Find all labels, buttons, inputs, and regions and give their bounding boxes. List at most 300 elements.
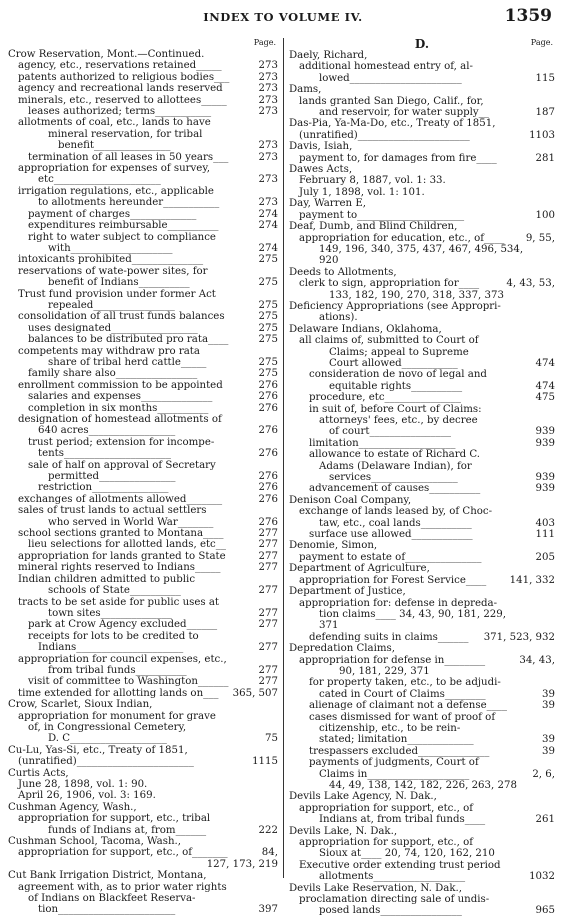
entry-page-ref: 939 — [535, 483, 555, 495]
entry-text: with____________________ — [48, 242, 173, 254]
entry-text: minerals, etc., reserved to allottees_____ — [18, 94, 227, 106]
index-entry — [289, 575, 555, 586]
entry-page-ref: 965 — [535, 905, 555, 917]
entry-text: town sites______________ — [48, 607, 172, 619]
entry-text: restriction_______________ — [38, 482, 169, 494]
index-entry — [8, 597, 278, 608]
entry-page-ref: 9, 55, — [525, 232, 555, 244]
entry-text: equitable rights__________ — [329, 380, 463, 392]
entry-text: park at Crow Agency excluded______ — [28, 619, 218, 631]
index-entry — [8, 756, 278, 767]
entry-text: sale of half on approval of Secretary — [28, 459, 216, 471]
entry-text: procedure, etc_______________ — [309, 392, 461, 404]
index-entry — [289, 438, 555, 449]
index-entry — [289, 244, 555, 267]
entry-text: citizenship, etc., to be rein- — [319, 722, 461, 734]
entry-text: Deaf, Dumb, and Blind Children, — [289, 221, 458, 233]
index-entry — [289, 278, 555, 289]
index-entry — [8, 437, 278, 448]
entry-page-ref: 939 — [535, 437, 555, 449]
index-entry — [289, 529, 555, 540]
entry-page-ref: 277 — [258, 585, 278, 597]
index-entry — [289, 643, 555, 654]
index-entry — [289, 221, 555, 232]
entry-text: payments of judgments, Court of — [309, 757, 479, 769]
entry-page-ref: 277 — [258, 664, 278, 676]
entry-page-ref: 276 — [258, 425, 278, 437]
index-entry — [289, 415, 555, 426]
entry-text: appropriation for defense in________ — [299, 654, 486, 666]
entry-page-ref: 34, 43, — [519, 654, 555, 666]
entry-text: April 26, 1906, vol. 3: 169. — [18, 790, 156, 802]
left-column — [8, 38, 278, 916]
entry-text: allotments of coal, etc., lands to have — [18, 117, 211, 129]
index-entry — [289, 905, 555, 916]
entry-text: Cushman Agency, Wash., — [8, 801, 137, 813]
entry-text: Dams, — [289, 84, 322, 96]
index-entry — [8, 277, 278, 288]
index-entry — [289, 187, 555, 198]
entry-text: funds of Indians at, from______ — [48, 824, 207, 836]
entry-text: Devils Lake Agency, N. Dak., — [289, 791, 437, 803]
index-entry — [289, 598, 555, 609]
entry-page-ref: 100 — [535, 209, 555, 221]
index-entry — [8, 471, 278, 482]
entry-text: appropriation for: defense in depreda- — [299, 597, 498, 609]
entry-page-ref: 277 — [258, 642, 278, 654]
index-entry — [8, 619, 278, 630]
entry-text: repealed________________ — [48, 299, 175, 311]
entry-page-ref: 274 — [258, 242, 278, 254]
entry-text: 44, 49, 138, 142, 182, 226, 263, 278 — [329, 780, 517, 791]
entry-text: Claims in____________________ — [319, 768, 470, 780]
entry-text: agency, etc., reservations retained_____ — [18, 60, 222, 72]
index-entry — [8, 243, 278, 254]
entry-text: sales of trust lands to actual settlers — [18, 505, 207, 517]
entry-text: Dawes Acts, — [289, 164, 353, 176]
entry-text: Delaware Indians, Oklahoma, — [289, 323, 442, 335]
entry-page-ref: 275 — [258, 368, 278, 380]
entry-text: Davis, Isiah, — [289, 141, 353, 153]
entry-page-ref: 397 — [258, 904, 278, 916]
index-entry — [8, 83, 278, 94]
entry-page-ref: 365, 507 — [232, 687, 278, 699]
index-entry — [289, 130, 555, 141]
entry-text: February 8, 1887, vol. 1: 33. — [299, 175, 446, 187]
index-entry — [289, 769, 555, 780]
entry-page-ref: 275 — [258, 311, 278, 323]
index-entry — [289, 666, 555, 677]
index-entry — [289, 848, 555, 859]
left-entries — [8, 49, 278, 916]
index-entry — [8, 745, 278, 756]
entry-text: appropriation for support, etc., of — [299, 837, 473, 849]
entry-page-ref: 39 — [542, 688, 555, 700]
entry-text: Cushman School, Tacoma, Wash., — [8, 836, 181, 848]
index-entry — [8, 847, 278, 858]
index-entry — [8, 232, 278, 243]
entry-text: patents authorized to religious bodies___ — [18, 71, 230, 83]
index-entry — [8, 254, 278, 265]
entry-text: agreement with, as to prior water rights — [18, 881, 227, 893]
entry-page-ref: 273 — [258, 151, 278, 163]
entry-text: July 1, 1898, vol. 1: 101. — [299, 186, 425, 198]
index-entry — [289, 84, 555, 95]
page-column-label: Page. — [530, 38, 553, 47]
entry-text: Executive order extending trust period — [299, 859, 501, 871]
entry-text: appropriation for support, etc., of — [299, 802, 473, 814]
entry-text: Department of Agriculture, — [289, 563, 430, 575]
index-entry — [289, 677, 555, 688]
entry-text: appropriation for expenses of survey, — [18, 163, 210, 175]
index-entry — [8, 722, 278, 733]
entry-page-ref: 141, 332 — [509, 574, 555, 586]
entry-text: Court allowed___________ — [329, 357, 458, 369]
index-entry — [8, 585, 278, 596]
index-entry — [8, 368, 278, 379]
entry-page-ref: 39 — [542, 700, 555, 712]
entry-text: exchange of lands leased by, of Choc- — [299, 506, 493, 518]
index-entry — [289, 381, 555, 392]
entry-text: of court________________ — [329, 426, 452, 438]
entry-text: payment to, for damages from fire____ — [299, 152, 497, 164]
entry-text: clerk to sign, appropriation for____ — [299, 278, 480, 290]
entry-page-ref: 1115 — [252, 756, 278, 768]
entry-text: proclamation directing sale of undis- — [299, 894, 490, 906]
entry-page-ref: 275 — [258, 356, 278, 368]
entry-text: leases authorized; terms___________ — [28, 106, 212, 118]
entry-text: mineral reservation, for tribal — [48, 128, 203, 140]
entry-text: Cut Bank Irrigation District, Montana, — [8, 870, 207, 882]
entry-text: advancement of causes__________ — [309, 483, 481, 495]
entry-text: services_________________ — [329, 472, 458, 484]
index-entry — [289, 586, 555, 597]
entry-text: Devils Lake, N. Dak., — [289, 825, 398, 837]
index-entry — [8, 163, 278, 174]
entry-text: lieu selections for allotted lands, etc__ — [28, 539, 226, 551]
entry-text: Devils Lake Reservation, N. Dak., — [289, 882, 463, 894]
entry-page-ref: 111 — [535, 529, 555, 541]
index-entry — [8, 779, 278, 790]
entry-page-ref: 127, 173, 219 — [206, 858, 278, 870]
right-column-header — [289, 38, 555, 50]
entry-text: Indians_____________________ — [38, 642, 184, 654]
page-column-label: Page. — [253, 38, 276, 47]
entry-text: ations). — [319, 312, 358, 324]
index-entry — [289, 369, 555, 380]
index-entry — [289, 358, 555, 369]
index-entry — [289, 164, 555, 175]
entry-text: alienage of claimant not a defense____ — [309, 700, 507, 712]
page-number: 1359 — [504, 6, 552, 26]
entry-page-ref: 276 — [258, 471, 278, 483]
entry-page-ref: 222 — [258, 824, 278, 836]
entry-text: 640 acres_________________ — [38, 425, 176, 437]
index-entry — [8, 859, 278, 870]
index-entry — [289, 814, 555, 825]
index-entry — [289, 540, 555, 551]
entry-text: salaries and expenses______________ — [28, 391, 213, 403]
entry-text: to allotments hereunder___________ — [38, 197, 220, 209]
entry-text: consolidation of all trust funds balances — [18, 311, 225, 323]
section-letter: D. — [414, 37, 430, 51]
entry-text: Das-Pia, Ya-Ma-Do, etc., Treaty of 1851, — [289, 118, 496, 130]
entry-text: limitation___________________ — [309, 437, 456, 449]
entry-text: enrollment commission to be appointed — [18, 379, 223, 391]
entry-text: appropriation for monument for grave — [18, 710, 216, 722]
entry-page-ref: 277 — [258, 550, 278, 562]
index-entry — [8, 197, 278, 208]
right-entries — [289, 50, 555, 917]
entry-text: Depredation Claims, — [289, 643, 396, 655]
entry-page-ref: 115 — [535, 72, 555, 84]
index-entry — [8, 562, 278, 573]
entry-page-ref: 273 — [258, 71, 278, 83]
entry-text: balances to be distributed pro rata____ — [28, 334, 229, 346]
index-entry — [289, 267, 555, 278]
index-entry — [8, 870, 278, 881]
entry-page-ref: 939 — [535, 472, 555, 484]
entry-text: 90, 181, 229, 371 — [339, 665, 430, 677]
entry-page-ref: 275 — [258, 277, 278, 289]
index-entry — [8, 266, 278, 277]
entry-text: lowed______________________ — [319, 72, 462, 84]
entry-page-ref: 275 — [258, 334, 278, 346]
entry-text: appropriation for lands granted to State — [18, 550, 226, 562]
index-entry — [8, 733, 278, 744]
index-entry — [8, 289, 278, 300]
entry-page-ref: 277 — [258, 607, 278, 619]
index-entry — [8, 825, 278, 836]
index-entry — [289, 404, 555, 415]
index-entry — [8, 425, 278, 436]
entry-text: irrigation regulations, etc., applicable — [18, 185, 214, 197]
index-entry — [8, 517, 278, 528]
entry-text: Deeds to Allotments, — [289, 266, 397, 278]
entry-page-ref: 371, 523, 932 — [483, 631, 555, 643]
entry-text: D. C___________________ — [48, 733, 167, 745]
index-entry — [289, 826, 555, 837]
page-title: INDEX TO VOLUME IV. — [203, 10, 363, 24]
entry-page-ref: 276 — [258, 482, 278, 494]
index-entry — [8, 346, 278, 357]
index-entry — [289, 175, 555, 186]
index-entry — [289, 347, 555, 358]
index-entry — [8, 688, 278, 699]
index-entry — [8, 631, 278, 642]
entry-text: defending suits in claims______ — [309, 631, 469, 643]
entry-text: (unratified)_______________________ — [18, 756, 194, 768]
index-entry — [8, 95, 278, 106]
entry-text: and reservoir, for water supply__ — [319, 107, 489, 119]
entry-text: appropriation for Forest Service____ — [299, 574, 487, 586]
entry-page-ref: 261 — [535, 814, 555, 826]
entry-text: appropriation for council expenses, etc., — [18, 653, 227, 665]
index-entry — [289, 495, 555, 506]
entry-text: trespassers excluded______________ — [309, 745, 490, 757]
entry-page-ref: 277 — [258, 562, 278, 574]
index-entry — [289, 301, 555, 312]
entry-page-ref: 403 — [535, 517, 555, 529]
index-entry — [289, 335, 555, 346]
entry-text: completion in six months__________ — [28, 402, 209, 414]
entry-text: Indian children admitted to public — [18, 573, 196, 585]
entry-text: cated in Court of Claims________ — [319, 688, 486, 700]
entry-page-ref: 276 — [258, 493, 278, 505]
entry-text: June 28, 1898, vol. 1: 90. — [18, 779, 148, 790]
entry-text: Curtis Acts, — [8, 767, 69, 779]
entry-text: cases dismissed for want of proof of — [309, 711, 496, 723]
index-entry — [8, 813, 278, 824]
index-entry — [289, 506, 555, 517]
index-entry — [289, 791, 555, 802]
index-entry — [289, 198, 555, 209]
index-entry — [8, 140, 278, 151]
index-entry — [8, 414, 278, 425]
index-entry — [8, 49, 278, 60]
index-entry — [8, 460, 278, 471]
entry-page-ref: 277 — [258, 539, 278, 551]
index-entry — [8, 357, 278, 368]
entry-text: payment to estate of_______________ — [299, 551, 482, 563]
index-entry — [289, 563, 555, 574]
entry-text: Day, Warren E, — [289, 198, 367, 210]
index-entry — [289, 712, 555, 723]
entry-page-ref: 75 — [265, 733, 278, 745]
index-entry — [289, 655, 555, 666]
index-entry — [289, 392, 555, 403]
entry-text: tracts to be set aside for public uses at — [18, 596, 220, 608]
index-entry — [289, 883, 555, 894]
entry-page-ref: 274 — [258, 220, 278, 232]
entry-page-ref: 273 — [258, 94, 278, 106]
entry-text: of, in Congressional Cemetery, — [28, 721, 187, 733]
entry-text: share of tribal herd cattle_____ — [48, 356, 207, 368]
entry-text: appropriation for support, etc., of_______ — [18, 847, 228, 859]
entry-text: Trust fund provision under former Act — [18, 288, 216, 300]
entry-text: etc_____________________ — [38, 174, 161, 186]
index-entry — [8, 494, 278, 505]
index-entry — [8, 448, 278, 459]
index-entry — [289, 107, 555, 118]
entry-text: allotments__________________ — [319, 871, 466, 883]
index-entry — [289, 518, 555, 529]
index-entry — [8, 676, 278, 687]
index-entry — [8, 60, 278, 71]
index-entry — [8, 904, 278, 915]
entry-page-ref: 277 — [258, 528, 278, 540]
entry-text: for property taken, etc., to be adjudi- — [309, 677, 501, 689]
entry-page-ref: 4, 43, 53, — [506, 278, 555, 290]
entry-text: Cu-Lu, Yas-Si, etc., Treaty of 1851, — [8, 744, 188, 756]
entry-text: benefit_______________ — [58, 140, 171, 152]
entry-text: additional homestead entry of, al- — [299, 61, 473, 73]
entry-text: exchanges of allotments allowed_______ — [18, 493, 223, 505]
index-entry — [289, 734, 555, 745]
index-entry — [289, 472, 555, 483]
index-entry — [8, 711, 278, 722]
entry-text: intoxicants prohibited______________ — [18, 254, 204, 266]
entry-page-ref: 939 — [535, 426, 555, 438]
entry-page-ref: 474 — [535, 357, 555, 369]
entry-page-ref: 2, 6, — [532, 768, 555, 780]
entry-text: Adams (Delaware Indian), for — [319, 460, 472, 472]
index-entry — [8, 539, 278, 550]
index-entry — [8, 699, 278, 710]
index-entry — [8, 186, 278, 197]
index-entry — [289, 461, 555, 472]
index-entry — [289, 324, 555, 335]
index-entry — [8, 654, 278, 665]
entry-text: surface use allowed____________ — [309, 529, 473, 541]
entry-text: termination of all leases in 50 years___ — [28, 151, 229, 163]
entry-text: attorneys' fees, etc., by decree — [319, 415, 478, 426]
index-entry — [8, 893, 278, 904]
index-entry — [8, 551, 278, 562]
index-entry — [289, 689, 555, 700]
entry-page-ref: 39 — [542, 734, 555, 746]
index-entry — [8, 482, 278, 493]
index-entry — [289, 118, 555, 129]
index-entry — [8, 300, 278, 311]
entry-text: 133, 182, 190, 270, 318, 337, 373 — [329, 289, 504, 301]
entry-page-ref: 275 — [258, 322, 278, 334]
index-entry — [289, 141, 555, 152]
index-entry — [8, 528, 278, 539]
entry-text: payment to_____________________ — [299, 209, 465, 221]
index-entry — [8, 152, 278, 163]
entry-page-ref: 276 — [258, 402, 278, 414]
entry-text: Daely, Richard, — [289, 50, 368, 61]
entry-page-ref: 277 — [258, 619, 278, 631]
entry-text: agency and recreational lands reserved — [18, 83, 223, 95]
entry-text: schools of State__________ — [48, 585, 181, 597]
index-entry — [289, 233, 555, 244]
index-entry — [8, 642, 278, 653]
right-column — [289, 38, 555, 917]
entry-text: time extended for allotting lands on___ — [18, 687, 219, 699]
entry-page-ref: 273 — [258, 83, 278, 95]
index-entry — [8, 665, 278, 676]
entry-page-ref: 84, — [261, 847, 278, 859]
entry-text: payment of charges_____________ — [28, 208, 197, 220]
entry-text: school sections granted to Montana____ — [18, 528, 224, 540]
entry-text: stated; limitation_____________ — [319, 734, 474, 746]
index-entry — [8, 882, 278, 893]
entry-text: in suit of, before Court of Claims: — [309, 403, 482, 415]
index-entry — [289, 871, 555, 882]
index-entry — [289, 426, 555, 437]
entry-page-ref: 281 — [535, 152, 555, 164]
entry-text: who served in World War_______ — [48, 516, 214, 528]
index-entry — [289, 153, 555, 164]
entry-text: designation of homestead allotments of — [18, 414, 222, 425]
entry-text: tents_____________________ — [38, 448, 171, 460]
index-entry — [289, 700, 555, 711]
entry-text: of Indians on Blackfeet Reserva- — [28, 893, 196, 905]
entry-page-ref: 273 — [258, 106, 278, 118]
entry-text: lands granted San Diego, Calif., for, — [299, 95, 484, 107]
entry-text: reservations of wate-power sites, for — [18, 265, 208, 277]
index-entry — [289, 860, 555, 871]
entry-text: tion_______________________ — [38, 904, 176, 916]
entry-page-ref: 474 — [535, 380, 555, 392]
index-entry — [8, 790, 278, 801]
entry-page-ref: 205 — [535, 551, 555, 563]
entry-page-ref: 276 — [258, 448, 278, 460]
entry-page-ref: 273 — [258, 174, 278, 186]
index-entry — [8, 505, 278, 516]
